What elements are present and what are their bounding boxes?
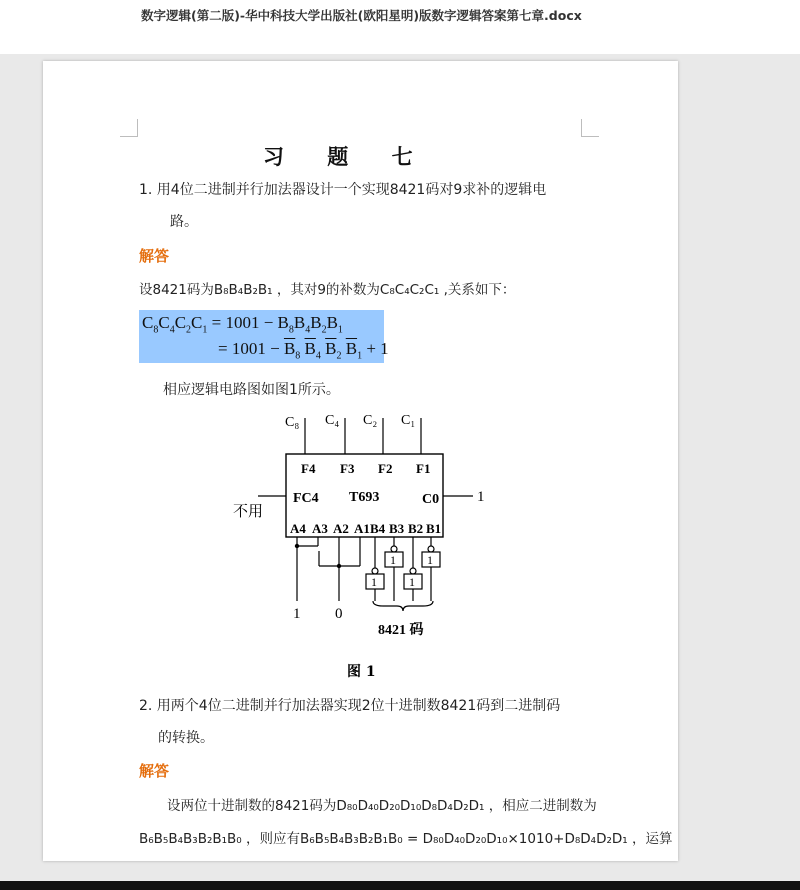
input-brace [373,601,433,611]
not-gate-b1-label: 1 [427,553,433,567]
chip-name: T693 [349,490,380,505]
question-2-line-2: 的转换。 [158,730,214,746]
pin-b2: B2 [408,521,424,536]
pin-f2: F2 [378,461,393,476]
pin-f4: F4 [301,461,316,476]
formula-line-2: = $1001 - \overline{B}_8$ $\overline{B}_4$ $\overline{B}_2$ $\overline{B}_1 + 1$ [218,339,389,362]
answer-2-line-1: 设两位十进制数的8421码为D₈₀D₄₀D₂₀D₁₀D₈D₄D₂D₁ ，相应二进制数为 [167,798,597,814]
output-c1-label: C₁ [401,413,416,428]
answer-label: 解答 [139,247,170,265]
pin-b1: B1 [426,521,442,536]
pin-b3: B3 [389,521,405,536]
output-c8-label: C₈ [285,415,300,430]
pin-b4: B4 [370,521,386,536]
formula-line-1: $C_8C_4C_2C_1 = 1001 - B_8B_4B_2B_1$ [142,313,343,336]
answer-1-intro: 设8421码为B₈B₄B₂B₁ ，其对9的补数为C₈C₄C₂C₁ ,关系如下： [139,282,516,298]
figure-caption: 图 1 [347,664,376,680]
question-2-line-1: 2. 用两个4位二进制并行加法器实现2位十进制数8421码到二进制码 [139,698,561,714]
formula-line-1-rhs: = $1001 - B_8B_4B_2B_1$ [211,313,343,336]
document-page[interactable] [43,61,678,861]
page-corner-mark [120,119,138,137]
pin-f3: F3 [340,461,355,476]
pin-a3: A3 [312,521,328,536]
input-one: 1 [293,606,301,622]
output-c4-label: C₄ [325,413,340,428]
not-gate-b2-label: 1 [409,575,415,589]
chapter-heading: 习 题 七 [263,144,431,169]
pin-fc4: FC4 [293,491,319,506]
circuit-diagram [223,406,503,641]
unused-label: 不用 [233,502,264,520]
page-corner-mark [581,119,599,137]
question-1-line-1: 1. 用4位二进制并行加法器设计一个实现8421码对9求补的逻辑电 [139,182,547,198]
formula-block [139,310,389,363]
pin-a2: A2 [333,521,349,536]
pin-a1: A1 [354,521,370,536]
pin-f1: F1 [416,461,431,476]
title-bar [0,0,800,54]
bottom-bar [0,881,800,890]
pin-a4: A4 [290,521,306,536]
code-label: 8421 码 [378,623,424,638]
not-gate-b3-label: 1 [390,553,396,567]
input-zero: 0 [335,606,343,622]
answer-label-2: 解答 [139,762,170,780]
not-gate-b4-label: 1 [371,575,377,589]
answer-2-line-2: B₆B₅B₄B₃B₂B₁B₀ ，则应有B₆B₅B₄B₃B₂B₁B₀ = D₈₀D₄₀D₂₀D₁₀×1010+D₈D₄D₂D₁ ，运算 [139,831,673,847]
circuit-intro: 相应逻辑电路图如图1所示。 [163,382,340,398]
output-c2-label: C₂ [363,413,378,428]
carry-in-one: 1 [477,489,485,505]
question-1-line-2: 路。 [170,214,198,230]
document-title: 数字逻辑(第二版)-华中科技大学出版社(欧阳星明)版数字逻辑答案第七章.docx [141,8,582,23]
pin-c0: C0 [422,492,440,507]
